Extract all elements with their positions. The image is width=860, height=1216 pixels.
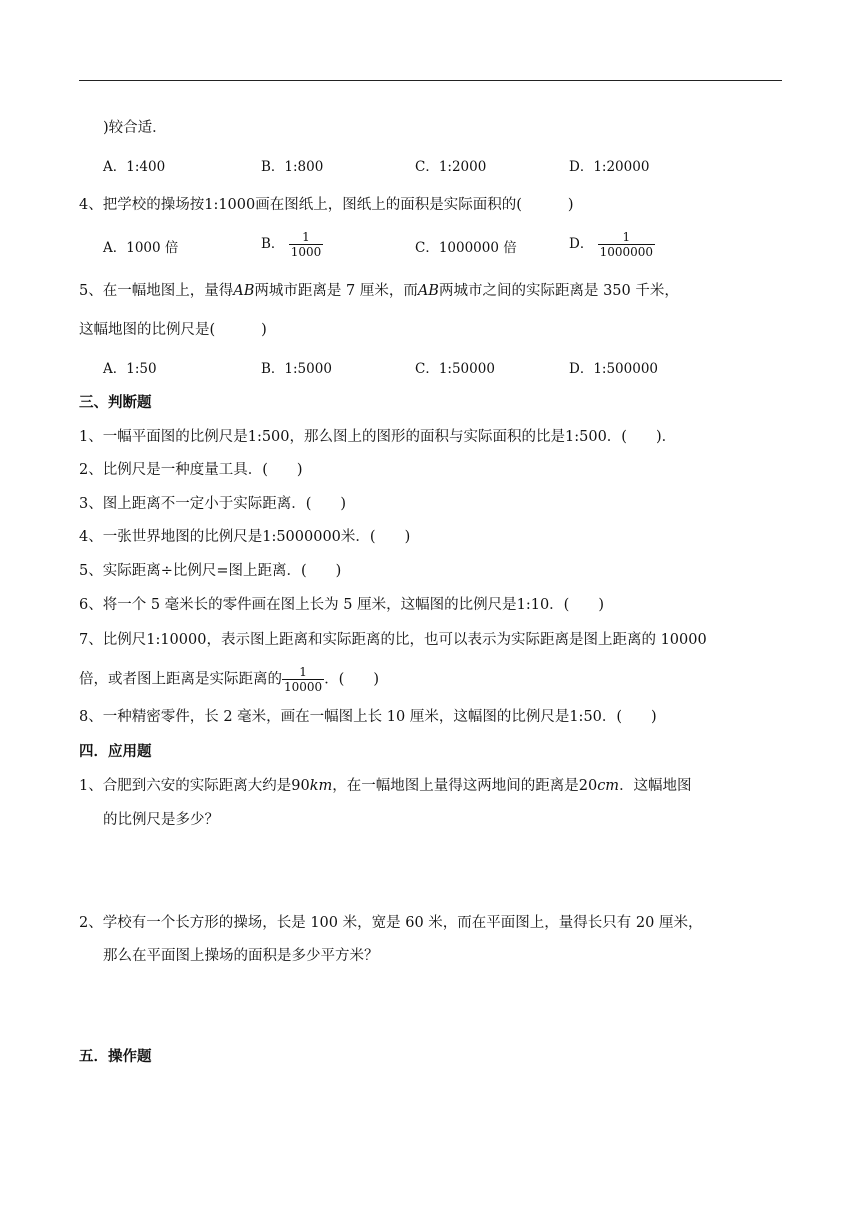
q4-option-b-fraction: [289, 230, 324, 259]
q4-option-b: [261, 230, 323, 259]
q5-line2: [79, 320, 267, 340]
q4-option-d-label: D．: [569, 236, 594, 252]
sec3-item-2: 2、比例尺是一种度量工具．( ): [79, 462, 303, 478]
sec4-q1-line1: [79, 776, 692, 796]
q7-fraction: [282, 665, 324, 694]
q7-numerator: 1: [299, 665, 307, 679]
q5-close: ): [261, 322, 267, 338]
sec4-q1-text-2: ，在一幅地图上量得这两地间的距离是20: [332, 778, 598, 794]
sec4-q2-line1: 2、学校有一个长方形的操场，长是 100 米，宽是 60 米，而在平面图上，量得长只有 20 厘米，: [79, 915, 703, 931]
q5-ab-1: AB: [233, 283, 255, 299]
sec4-q1-line2: 的比例尺是多少？: [103, 812, 219, 828]
q4-option-a: A．1000 倍: [103, 240, 179, 256]
q4-option-d: [569, 230, 655, 259]
q4-stem: [79, 195, 574, 215]
sec3-item-1: 1、一幅平面图的比例尺是1:500，那么图上的图形的面积与实际面积的比是1:500．( )．: [79, 429, 677, 445]
q5-line1: [79, 281, 679, 301]
q4-d-denominator: 1000000: [599, 245, 654, 259]
q5-option-d: D．1:500000: [569, 361, 658, 377]
q5-text-1: 5、在一幅地图上，量得: [79, 283, 234, 299]
q4-option-b-label: B．: [261, 236, 285, 252]
section-3-title: 三、判断题: [79, 395, 152, 411]
q3-option-c: C．1:2000: [415, 159, 487, 175]
q3-option-d: D．1:20000: [569, 159, 650, 175]
sec4-q1-text-1: 1、合肥到六安的实际距离大约是90: [79, 778, 310, 794]
q5-option-b: B．1:5000: [261, 361, 332, 377]
sec3-item-5: 5、实际距离÷比例尺=图上距离．( ): [79, 563, 342, 579]
q5-line2-text: 这幅地图的比例尺是(: [79, 322, 216, 338]
q4-d-numerator: 1: [622, 230, 631, 244]
q4-option-c: C．1000000 倍: [415, 240, 517, 256]
q5-text-2: 两城市距离是 7 厘米，而: [254, 283, 418, 299]
q3-tail: )较合适．: [103, 120, 167, 136]
q7-line2-tail: ．( ): [324, 671, 380, 688]
sec4-q1-km: km: [309, 778, 333, 794]
header-rule: [79, 80, 782, 81]
q5-ab-2: AB: [417, 283, 439, 299]
sec4-q1-text-3: ．这幅地图: [619, 778, 692, 794]
section-4-title: 四．应用题: [79, 744, 152, 760]
sec3-item-8: 8、一种精密零件，长 2 毫米，画在一幅图上长 10 厘米，这幅图的比例尺是1:50．( ): [79, 709, 657, 725]
q5-option-a: A．1:50: [103, 361, 157, 377]
sec3-item-4: 4、一张世界地图的比例尺是1:5000000米．( ): [79, 529, 411, 545]
q4-b-numerator: 1: [302, 230, 310, 244]
q4-b-denominator: 1000: [290, 245, 322, 259]
sec3-item-3: 3、图上距离不一定小于实际距离．( ): [79, 496, 347, 512]
q5-text-3: 两城市之间的实际距离是 350 千米，: [438, 283, 679, 299]
sec4-q2-line2: 那么在平面图上操场的面积是多少平方米？: [103, 948, 379, 964]
q5-option-c: C．1:50000: [415, 361, 495, 377]
sec4-q1-cm: cm: [597, 778, 620, 794]
q4-stem-text: 4、把学校的操场按1:1000画在图纸上，图纸上的面积是实际面积的(: [79, 197, 522, 213]
sec3-item-7-line2: [79, 665, 379, 694]
q7-denominator: 10000: [284, 680, 323, 694]
sec3-item-7: 7、比例尺1:10000，表示图上距离和实际距离的比，也可以表示为实际距离是图上距离的 10000: [79, 632, 707, 648]
q4-close: ): [567, 197, 574, 213]
section-5-title: 五．操作题: [79, 1049, 152, 1065]
q7-line2-text: 倍，或者图上距离是实际距离的: [79, 671, 282, 688]
q4-option-d-fraction: [598, 230, 655, 259]
q3-option-a: A．1:400: [103, 159, 166, 175]
q3-option-b: B．1:800: [261, 159, 324, 175]
sec3-item-6: 6、将一个 5 毫米长的零件画在图上长为 5 厘米，这幅图的比例尺是1:10．( ): [79, 597, 604, 613]
